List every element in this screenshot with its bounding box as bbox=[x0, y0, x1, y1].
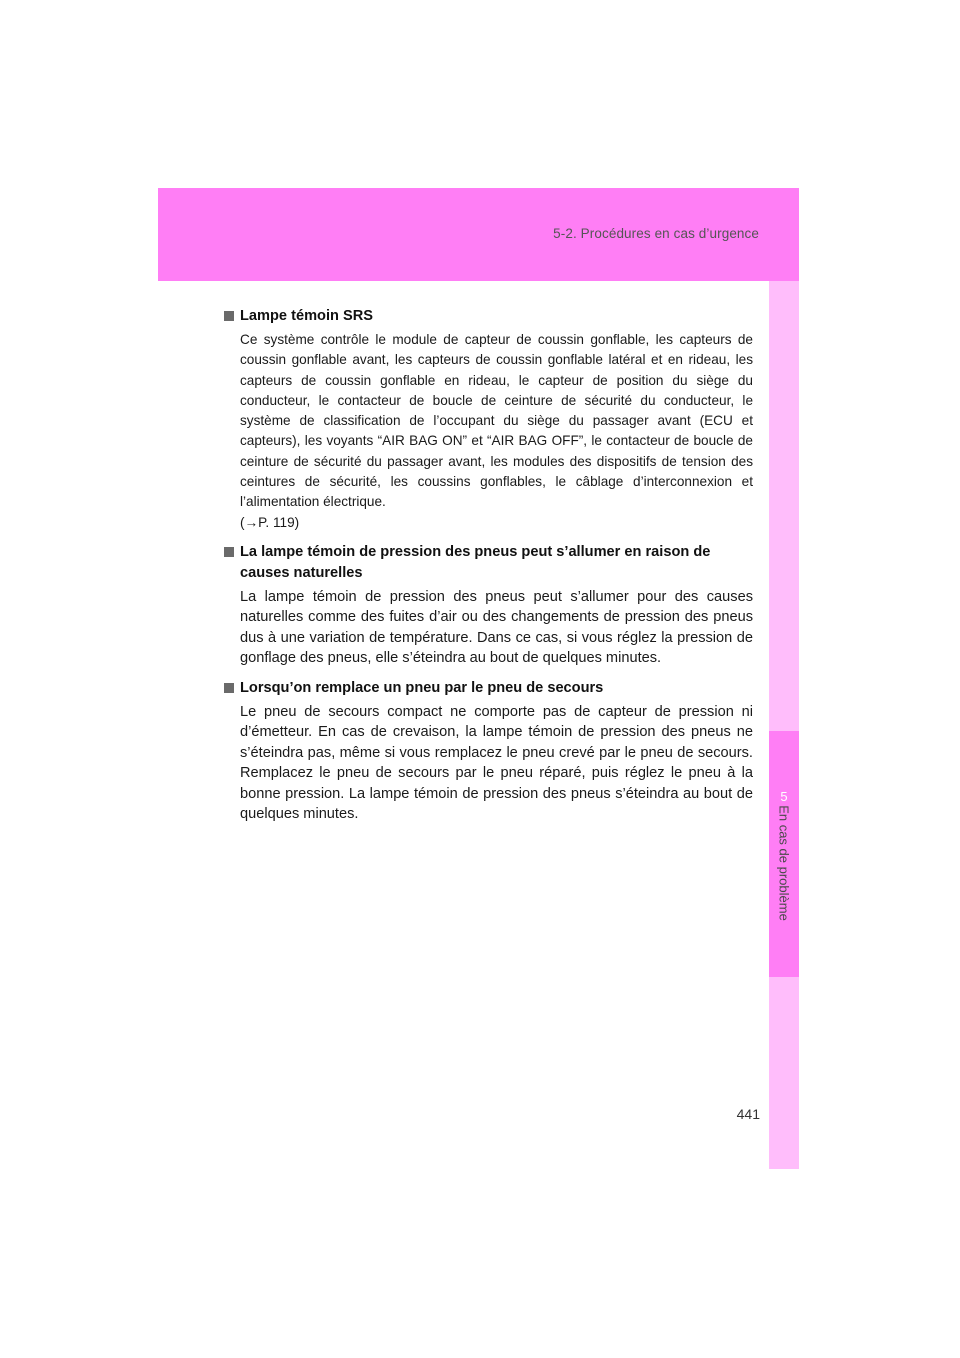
section-body bbox=[224, 702, 753, 825]
section-heading bbox=[224, 542, 753, 584]
section-title: La lampe témoin de pression des pneus peut s’allumer en raison de causes naturelles bbox=[240, 543, 711, 581]
page-reference-link[interactable]: (→P. 119) bbox=[240, 514, 300, 530]
section-text: La lampe témoin de pression des pneus peut s’allumer pour des causes naturelles comme des fuites d’air ou des changements de pression des pneus dus à une variation de température. Dans ce cas, si vous réglez la pression de gonflage des pneus, elle s’éteindra au bout de quelques minutes. bbox=[240, 588, 753, 667]
chapter-side-strip bbox=[769, 281, 799, 1169]
section-srs-lamp bbox=[224, 306, 753, 533]
square-bullet-icon bbox=[224, 547, 234, 557]
page-number: 441 bbox=[736, 1106, 760, 1122]
section-spare-tire bbox=[224, 678, 753, 825]
section-title: Lampe témoin SRS bbox=[240, 308, 373, 324]
chapter-label: En cas de problème bbox=[776, 805, 792, 921]
header-band bbox=[158, 188, 799, 281]
section-body bbox=[224, 587, 753, 669]
section-heading bbox=[224, 678, 753, 699]
square-bullet-icon bbox=[224, 683, 234, 693]
page-content bbox=[224, 306, 753, 834]
section-heading bbox=[224, 306, 753, 327]
section-title: Lorsqu’on remplace un pneu par le pneu de secours bbox=[240, 679, 604, 696]
section-body bbox=[224, 330, 753, 533]
section-text: Ce système contrôle le module de capteur de coussin gonflable, les capteurs de coussin gonflable avant, les capteurs de coussin gonflable latéral et en rideau, les capteurs de coussin gonflable en rideau, le capteur de position du siège du conducteur, le contacteur de boucle de ceinture de sécurité du conducteur, le système de classification de l’occupant du siège du passager avant (ECU et capteurs), les voyants “AIR BAG ON” et “AIR BAG OFF”, le contacteur de boucle de ceinture de sécurité du passager avant, les modules des dispositifs de tension des ceintures de sécurité, les coussins gonflables, le câblage d’interconnexion et l’alimentation électrique. bbox=[240, 332, 753, 510]
section-tire-pressure-lamp bbox=[224, 542, 753, 669]
chapter-tab bbox=[769, 731, 799, 977]
section-breadcrumb: 5-2. Procédures en cas d’urgence bbox=[553, 226, 759, 241]
square-bullet-icon bbox=[224, 311, 234, 321]
chapter-number: 5 bbox=[780, 789, 788, 804]
section-text: Le pneu de secours compact ne comporte pas de capteur de pression ni d’émetteur. En cas de crevaison, la lampe témoin de pression des pneus ne s’éteindra pas, même si vous remplacez le pneu crevé par le pneu de secours. Remplacez le pneu de secours par le pneu réparé, puis réglez le pneu à la bonne pression. La lampe témoin de pression des pneus s’éteindra au bout de quelques minutes. bbox=[240, 703, 753, 823]
